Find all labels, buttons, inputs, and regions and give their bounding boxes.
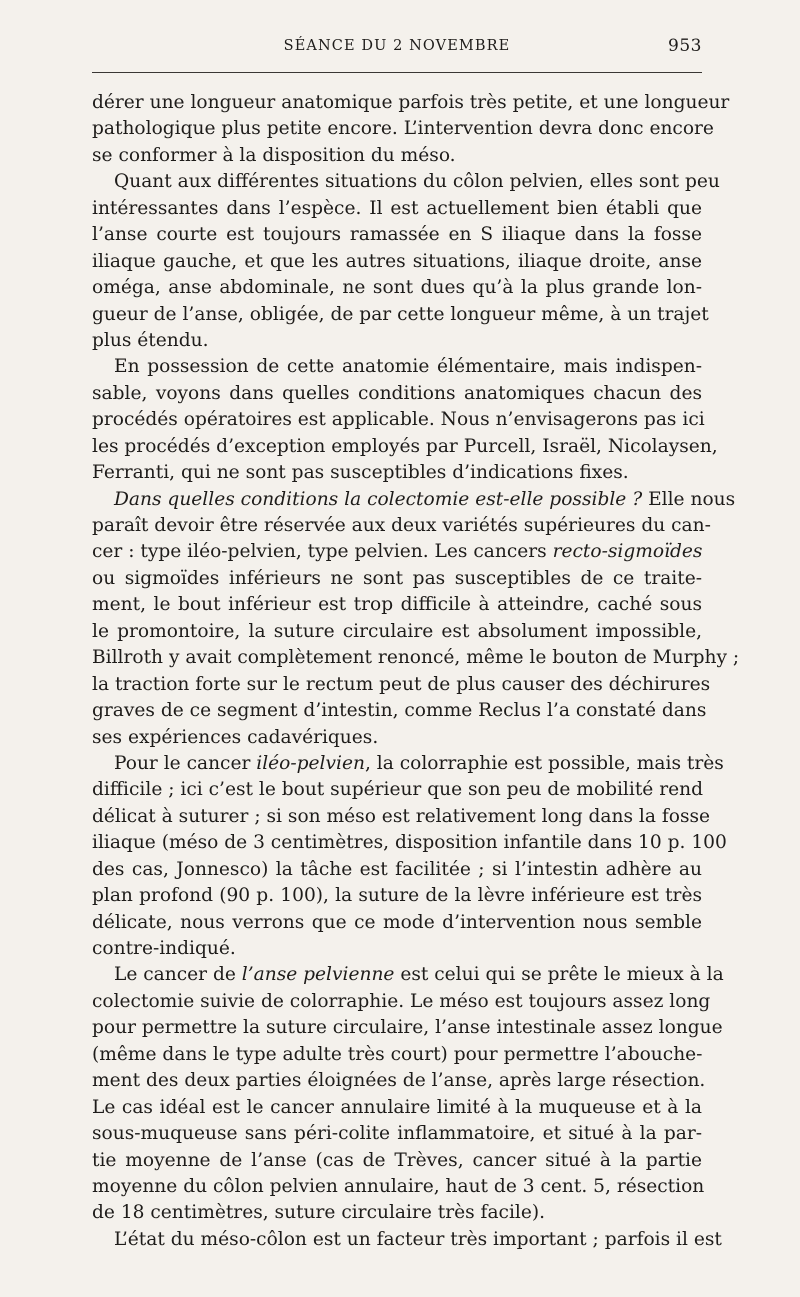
text-line: contre-indiqué. — [92, 938, 236, 959]
text-line: ment, le bout inférieur est trop difficile à atteindre, caché sous — [92, 594, 702, 616]
page-number: 953 — [668, 36, 702, 56]
text-line: la traction forte sur le rectum peut de plus causer des déchirures — [92, 673, 711, 695]
text-line: graves de ce segment d’intestin, comme Reclus l’a constaté dans — [92, 700, 707, 722]
text-run: , la colorraphie est possible, mais très — [364, 752, 724, 774]
text-line: oméga, anse abdominale, ne sont dues qu’à la plus grande lon- — [92, 277, 702, 299]
text-line: le promontoire, la suture circulaire est absolument impossible, — [92, 620, 702, 642]
text-run: Pour le cancer — [114, 752, 257, 774]
text-line: sable, voyons dans quelles conditions anatomiques chacun des — [92, 382, 702, 404]
text-line-mixed — [92, 487, 736, 513]
text-line: Billroth y avait complètement renoncé, même le bouton de Murphy ; — [92, 647, 740, 669]
text-run: cer : type iléo-pelvien, type pelvien. Les cancers — [92, 541, 553, 563]
text-body — [92, 90, 740, 1253]
text-line: Le cas idéal est le cancer annulaire limité à la muqueuse et à la — [92, 1096, 702, 1118]
text-line-mixed — [92, 962, 724, 988]
text-line: moyenne du côlon pelvien annulaire, haut de 3 cent. 5, résection — [92, 1175, 705, 1197]
italic-question: Dans quelles conditions la colectomie est-elle possible ? — [114, 488, 643, 510]
text-line: Quant aux différentes situations du côlon pelvien, elles sont peu — [114, 171, 720, 193]
text-line: iliaque gauche, et que les autres situations, iliaque droite, anse — [92, 250, 702, 272]
text-line: dérer une longueur anatomique parfois très petite, et une longueur — [92, 92, 730, 113]
text-line: En possession de cette anatomie élémentaire, mais indispen- — [114, 356, 702, 378]
text-line: Ferranti, qui ne sont pas susceptibles d’indications fixes. — [92, 462, 629, 484]
header-rule — [92, 72, 702, 73]
text-line: ment des deux parties éloignées de l’anse, après large résection. — [92, 1070, 706, 1092]
text-line: ses expériences cadavériques. — [92, 726, 379, 748]
text-line: l’anse courte est toujours ramassée en S iliaque dans la fosse — [92, 224, 702, 246]
text-run: Le cancer de — [114, 964, 242, 986]
text-line: L’état du méso-côlon est un facteur très important ; parfois il est — [114, 1228, 722, 1250]
text-line: délicate, nous verrons que ce mode d’intervention nous semble — [92, 911, 702, 933]
text-line: sous-muqueuse sans péri-colite inflammatoire, et situé à la par- — [92, 1123, 702, 1145]
italic-term: iléo-pelvien — [256, 752, 365, 774]
text-line: gueur de l’anse, obligée, de par cette longueur même, à un trajet — [92, 303, 709, 325]
text-line-mixed — [92, 539, 702, 565]
text-line: paraît devoir être réservée aux deux variétés supérieures du can- — [92, 515, 711, 536]
text-line: difficile ; ici c’est le bout supérieur que son peu de mobilité rend — [92, 779, 703, 801]
text-run: est celui qui se prête le mieux à la — [394, 964, 724, 986]
text-run: Elle nous — [642, 488, 736, 510]
text-line: intéressantes dans l’espèce. Il est actuellement bien établi que — [92, 197, 702, 219]
text-line: plan profond (90 p. 100), la suture de la lèvre inférieure est très — [92, 885, 702, 907]
text-line: tie moyenne de l’anse (cas de Trèves, cancer situé à la partie — [92, 1149, 702, 1171]
text-line: les procédés d’exception employés par Purcell, Israël, Nicolaysen, — [92, 435, 718, 457]
text-line-mixed — [92, 751, 724, 777]
text-line: procédés opératoires est applicable. Nous n’envisagerons pas ici — [92, 409, 705, 431]
text-line: délicat à suturer ; si son méso est relativement long dans la fosse — [92, 805, 711, 827]
italic-term: recto-sigmoïdes — [552, 541, 703, 563]
text-line: iliaque (méso de 3 centimètres, disposition infantile dans 10 p. 100 — [92, 832, 727, 854]
italic-term: l’anse pelvienne — [241, 964, 395, 986]
text-line: pour permettre la suture circulaire, l’anse intestinale assez longue — [92, 1017, 723, 1039]
text-line: ou sigmoïdes inférieurs ne sont pas susceptibles de ce traite- — [92, 567, 702, 589]
text-line: se conformer à la disposition du méso. — [92, 144, 456, 166]
text-line: colectomie suivie de colorraphie. Le méso est toujours assez long — [92, 990, 711, 1012]
text-line: de 18 centimètres, suture circulaire très facile). — [92, 1202, 546, 1224]
text-line: pathologique plus petite encore. L’intervention devra donc encore — [92, 118, 714, 140]
text-line: des cas, Jonnesco) la tâche est facilitée ; si l’intestin adhère au — [92, 858, 702, 880]
text-line: (même dans le type adulte très court) pour permettre l’abouche- — [92, 1043, 703, 1065]
running-head — [92, 36, 702, 58]
text-line: plus étendu. — [92, 329, 209, 351]
running-title: SÉANCE DU 2 NOVEMBRE — [283, 38, 511, 54]
